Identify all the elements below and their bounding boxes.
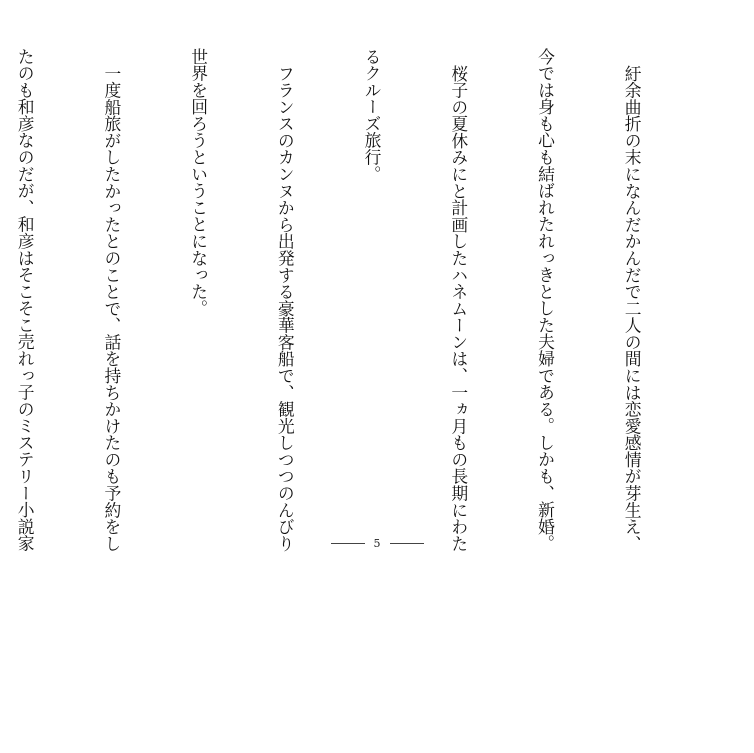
text-line: たのも和彦なのだが、和彦はそこそこ売れっ子のミステリー小説家 <box>15 48 36 552</box>
page-number: 5 <box>373 536 381 550</box>
text-line: るクルーズ旅行。 <box>362 48 383 183</box>
text-line: 今では身も心も結ばれたれっきとした夫婦である。しかも、新婚。 <box>535 48 556 552</box>
footer-rule-left <box>331 543 365 544</box>
text-line: 桜子の夏休みにと計画したハネムーンは、一ヵ月もの長期にわた <box>448 64 469 552</box>
text-line: 紆余曲折の末になんだかんだで二人の間には恋愛感情が芽生え、 <box>622 64 643 552</box>
footer-rule-right <box>390 543 424 544</box>
text-line: フランスのカンヌから出発する豪華客船で、観光しつつのんびり <box>275 64 296 552</box>
text-line: 世界を回ろうということになった。 <box>188 48 209 317</box>
page-footer <box>0 533 754 553</box>
text-line: 一度船旅がしたかったとのことで、話を持ちかけたのも予約をし <box>101 64 122 552</box>
vertical-text-body <box>0 48 704 552</box>
